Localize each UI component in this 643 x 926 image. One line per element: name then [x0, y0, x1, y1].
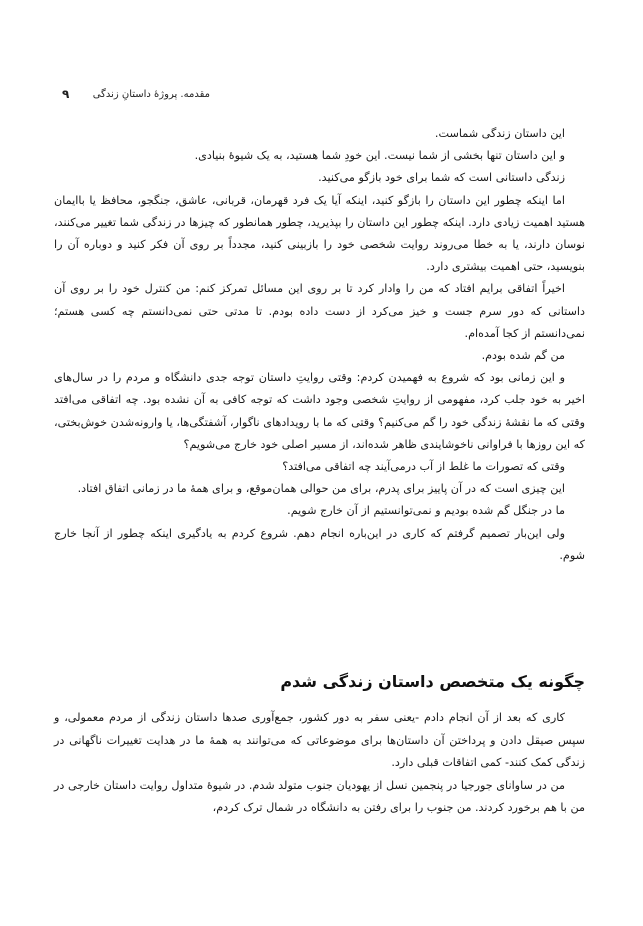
- section-body-text: [54, 707, 585, 820]
- paragraph: و این زمانی بود که شروع به فهمیدن کردم: وقتی روایتِ داستان توجه جدی دانشگاه و مردم را در سال‌های اخیر به خود جلب کرد، مفهومی از روایتِ شخصی وجود داشت که توجه کافی به آن نشده بود. چه اتفاقی می‌افتد وقتی که ما نقشهٔ زندگی خود را گم می‌کنیم؟ وقتی که ما با رویدادهای ناگوار، آشفتگی‌ها، یا وارونه‌شدن خوش‌بختی، که این روزها با فراوانی ناخوشایندی ظاهر شده‌اند، از مسیر اصلی خود خارج می‌شویم؟: [54, 371, 585, 451]
- running-header: [62, 86, 210, 102]
- paragraph: من گم شده بودم.: [481, 349, 565, 363]
- section-heading: چگونه یک متخصص داستان زندگی شدم: [280, 672, 585, 691]
- paragraph: زندگی داستانی است که شما برای خود بازگو می‌کنید.: [318, 171, 565, 185]
- paragraph: این چیزی است که در آن پاییز برای پدرم، برای من حوالی همان‌موقع، و برای همهٔ ما در زمانی اتفاق افتاد.: [77, 482, 565, 496]
- paragraph: ولی این‌بار تصمیم گرفتم که کاری در این‌باره انجام دهم. شروع کردم به یادگیری اینکه چطور از آنجا خارج شوم.: [54, 526, 585, 562]
- paragraph: وقتی که تصورات ما غلط از آب درمی‌آیند چه اتفاقی می‌افتد؟: [282, 460, 565, 474]
- body-text: [54, 123, 585, 567]
- paragraph: ما در جنگل گم شده بودیم و نمی‌توانستیم از آن خارج شویم.: [287, 504, 565, 518]
- paragraph: اخیراً اتفاقی برایم افتاد که من را وادار کرد تا بر روی این مسائل تمرکز کنم: من کنترل خود را بر روی آن داستانی که دور سرم جست و خیز می‌کرد از دست داده بودم. تا مدتی حتی نمی‌دانستم چه کسی هستم؛ نمی‌دانستم از کجا آمده‌ام.: [54, 282, 585, 340]
- paragraph: من در ساوانای جورجیا در پنجمین نسل از یهودیان جنوب متولد شدم. در شیوهٔ متداول روایت داستان خارجی در من با هم برخورد کردند. من جنوب را برای رفتن به دانشگاه در شمال ترک کردم،: [54, 778, 585, 815]
- paragraph: و این داستان تنها بخشی از شما نیست. این خودِ شما هستید، به یک شیوهٔ بنیادی.: [194, 149, 565, 163]
- paragraph: اما اینکه چطور این داستان را بازگو کنید، اینکه آیا یک فرد قهرمان، قربانی، عاشق، جنگجو، محافظ یا باایمان هستید اهمیت زیادی دارد. اینکه چطور این داستان را بپذیرید، چطور همانطور که چیزها در زندگی شما تغییر می‌کنند، نوسان دارند، یا به خطا می‌روند روایت شخصی خود را بازبینی کنید، مجدداً بر روی آن فکر کنید و دوباره آن را بنویسید، حتی اهمیت بیشتری دارد.: [54, 193, 585, 274]
- paragraph: این داستان زندگی شماست.: [434, 127, 565, 140]
- paragraph: کاری که بعد از آن انجام دادم -یعنی سفر به دور کشور، جمع‌آوری صدها داستان زندگی از مردم معمولی، و سپس صیقل دادن و پرداختن آن داستان‌ها برای موضوعاتی که می‌توانند به همهٔ ما در هدایت تغییرات ناگهانی در زندگی کمک کنند- کمی اتفاقات قبلی دارد.: [54, 711, 585, 770]
- page-number: ۹: [62, 87, 70, 101]
- running-title: مقدمه. پروژهٔ داستانِ زندگی: [92, 88, 210, 100]
